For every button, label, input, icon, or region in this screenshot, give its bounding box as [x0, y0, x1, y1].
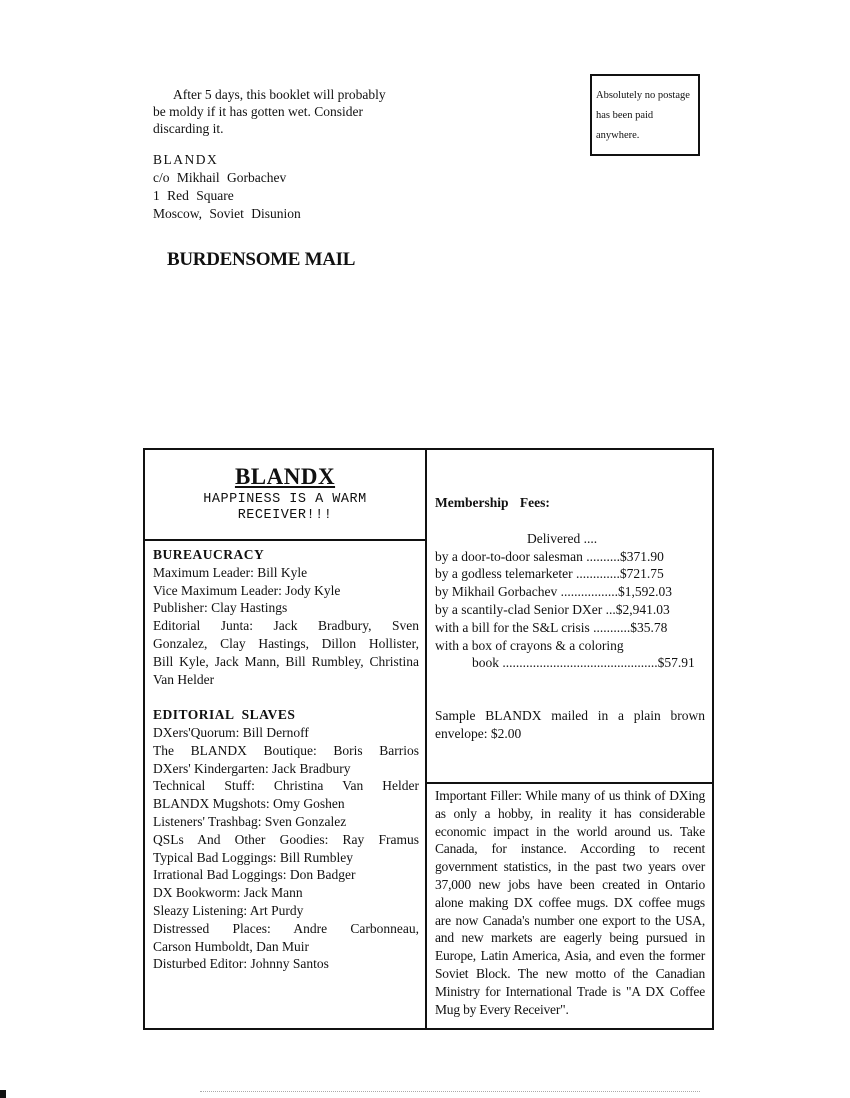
address-line: c/o Mikhail Gorbachev	[153, 170, 287, 185]
staff-line: Distressed Places: Andre Carbonneau,	[153, 920, 419, 936]
editorial-slaves-heading: EDITORIAL SLAVES	[153, 707, 296, 723]
staff-line: Van Helder	[153, 671, 215, 687]
address-line: 1 Red Square	[153, 188, 234, 203]
fee-row: with a bill for the S&L crisis ...........$35.78	[435, 619, 668, 635]
staff-line: The BLANDX Boutique: Boris Barrios	[153, 742, 419, 758]
staff-line: QSLs And Other Goodies: Ray Framus	[153, 831, 419, 847]
slogan-line: RECEIVER!!!	[237, 508, 333, 523]
notice-line: After 5 days, this booklet will probably	[173, 87, 386, 102]
staff-list	[153, 546, 419, 973]
fee-row: with a box of crayons & a coloring	[435, 637, 624, 653]
staff-line: Maximum Leader: Bill Kyle	[153, 564, 308, 580]
membership-fees	[435, 494, 705, 743]
staff-line: Publisher: Clay Hastings	[153, 600, 288, 616]
masthead-divider	[145, 539, 425, 541]
fee-row: by a godless telemarketer .............$721.75	[435, 566, 664, 582]
filler-divider	[427, 782, 712, 784]
slogan-line: HAPPINESS IS A WARM	[203, 492, 367, 507]
staff-line: Listeners' Trashbag: Sven Gonzalez	[153, 813, 347, 829]
staff-line: Gonzalez, Clay Hastings, Dillon Hollister,	[153, 635, 419, 651]
fees-delivered: Delivered ....	[527, 530, 598, 546]
postage-box	[590, 74, 700, 156]
staff-line: DX Bookworm: Jack Mann	[153, 885, 303, 901]
staff-line: DXers'Quorum: Bill Dernoff	[153, 724, 309, 740]
address-line: Moscow, Soviet Disunion	[153, 206, 301, 221]
staff-line: Irrational Bad Loggings: Don Badger	[153, 867, 356, 883]
scan-artifact	[200, 1091, 700, 1093]
staff-line: BLANDX Mugshots: Omy Goshen	[153, 796, 345, 812]
column-divider	[425, 450, 427, 1028]
moldy-notice	[153, 86, 423, 137]
masthead-frame	[143, 448, 714, 1030]
staff-line: Technical Stuff: Christina Van Helder	[153, 778, 419, 794]
corner-mark	[0, 1090, 6, 1098]
postage-line: Absolutely no postage	[596, 90, 690, 101]
postage-line: anywhere.	[596, 130, 640, 141]
fee-row: by Mikhail Gorbachev .................$1,592.03	[435, 584, 672, 600]
staff-line: Carson Humboldt, Dan Muir	[153, 938, 309, 954]
fee-row: book ..............................................$57.91	[472, 655, 695, 671]
notice-line: be moldy if it has gotten wet. Consider	[153, 104, 363, 119]
masthead-slogan	[145, 492, 425, 524]
notice-line: discarding it.	[153, 121, 224, 136]
fee-row: by a door-to-door salesman ..........$371.90	[435, 548, 664, 564]
staff-line: Typical Bad Loggings: Bill Rumbley	[153, 849, 354, 865]
staff-line: Editorial Junta: Jack Bradbury, Sven	[153, 618, 419, 634]
masthead	[145, 450, 425, 539]
staff-line: Vice Maximum Leader: Jody Kyle	[153, 582, 341, 598]
sample-price: Sample BLANDX mailed in a plain brown envelope: $2.00	[435, 708, 705, 741]
address-name: BLANDX	[153, 152, 219, 167]
fees-heading: Membership Fees:	[435, 495, 550, 510]
mailing-address	[153, 151, 301, 223]
bureaucracy-heading: BUREAUCRACY	[153, 547, 265, 562]
important-filler: Important Filler: While many of us think of DXing as only a hobby, in reality it has considerable economic impact in the world around us. Take Canada, for instance. According to recent government statistics, in the past two years over 37,000 new jobs have been created in Ontario alone making DX coffee mugs. DX coffee mugs are now Canada's number one export to the USA, and new markets are eagerly being pursued in Europe, Latin America, Asia, and even the former Soviet Block. The new motto of the Canadian Ministry for International Trade is "A DX Coffee Mug by Every Receiver".	[435, 788, 705, 1017]
staff-line: Disturbed Editor: Johnny Santos	[153, 956, 329, 972]
staff-line: Bill Kyle, Jack Mann, Bill Rumbley, Christina	[153, 653, 419, 669]
masthead-title: BLANDX	[234, 464, 336, 489]
fee-row: by a scantily-clad Senior DXer ...$2,941.03	[435, 601, 670, 617]
staff-line: Sleazy Listening: Art Purdy	[153, 902, 304, 918]
postage-line: has been paid	[596, 110, 654, 121]
mail-label: BURDENSOME MAIL	[167, 249, 356, 270]
staff-line: DXers' Kindergarten: Jack Bradbury	[153, 760, 351, 776]
